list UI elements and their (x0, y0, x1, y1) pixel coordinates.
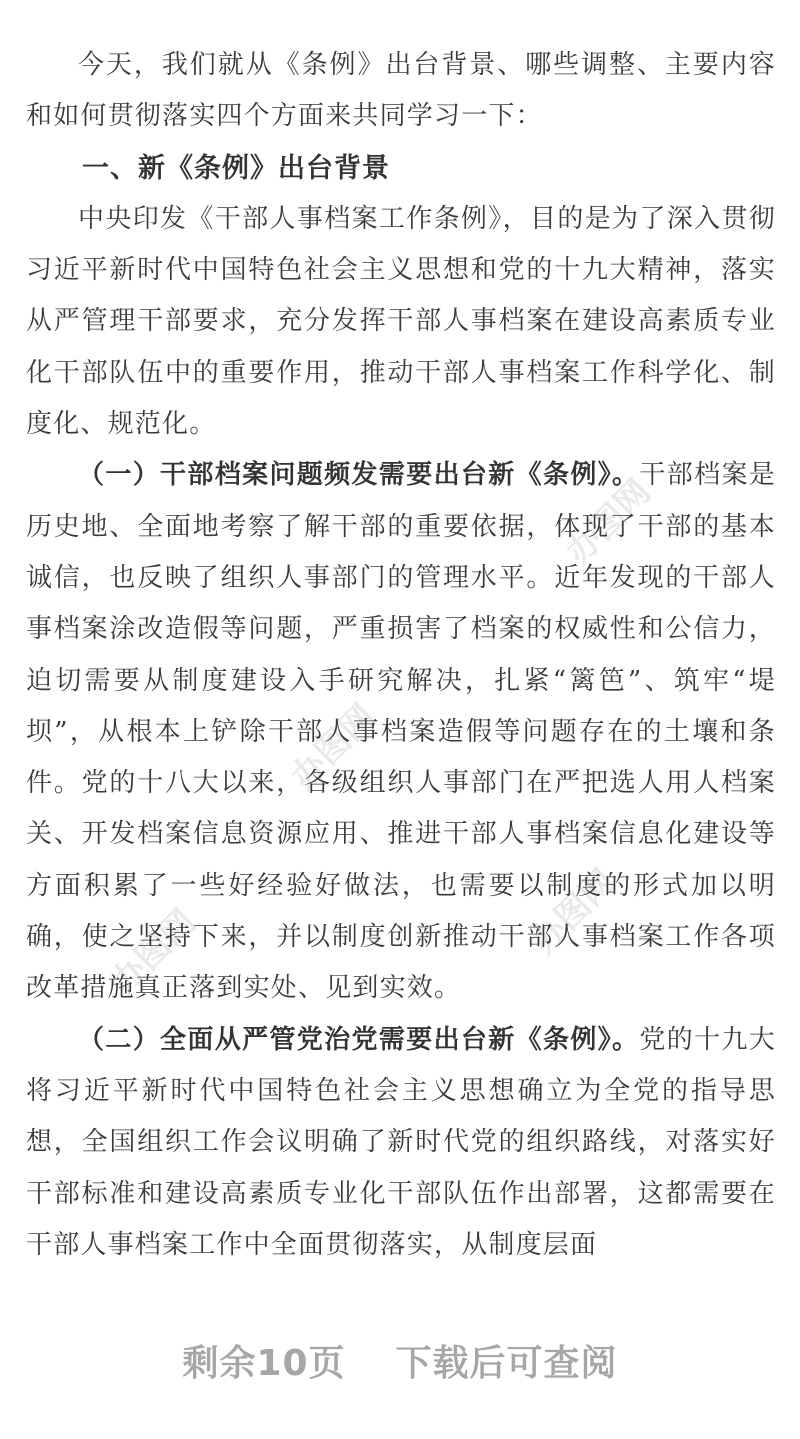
subsection-1-title: （一）干部档案问题频发需要出台新《条例》。 (78, 460, 640, 491)
download-label[interactable]: 下载后可查阅 (395, 1343, 618, 1384)
subsection-1-body: 干部档案是历史地、全面地考察了解干部的重要依据，体现了干部的基本诚信，也反映了组织人事部门的管理水平。近年发现的干部人事档案涂改造假等问题，严重损害了档案的权威性和公信力，迫切需要从制度建设入手研究解决，扎紧“篱笆”、筑牢“堤坝”，从根本上铲除干部人事档案造假等问题存在的土壤和条件。党的十八大以来，各级组织人事部门在严把选人用人档案关、开发档案信息资源应用、推进干部人事档案信息化建设等方面积累了一些好经验好做法，也需要以制度的形式加以明确，使之坚持下来，并以制度创新推动干部人事档案工作各项改革措施真正落到实处、见到实效。 (26, 460, 776, 1004)
subsection-2-title: （二）全面从严管党治党需要出台新《条例》。 (78, 1024, 640, 1055)
watermark: 办图网 (523, 861, 624, 963)
subsection-2-paragraph (26, 1015, 776, 1271)
document-body (26, 40, 776, 1271)
watermark: 办图网 (558, 471, 659, 573)
intro-paragraph: 今天，我们就从《条例》出台背景、哪些调整、主要内容和如何贯彻落实四个方面来共同学习一下： (26, 50, 776, 132)
section-paragraph: 中央印发《干部人事档案工作条例》，目的是为了深入贯彻习近平新时代中国特色社会主义思想和党的十九大精神，落实从严管理干部要求，充分发挥干部人事档案在建设高素质专业化干部队伍中的重要作用，推动干部人事档案工作科学化、制度化、规范化。 (26, 203, 776, 440)
download-prompt[interactable] (0, 1335, 800, 1386)
watermark: 办图网 (103, 901, 204, 1003)
remaining-pages-label: 剩余10页 (182, 1343, 346, 1384)
section-heading: 一、新《条例》出台背景 (82, 152, 390, 184)
subsection-2-body: 党的十九大将习近平新时代中国特色社会主义思想确立为全党的指导思想，全国组织工作会议明确了新时代党的组织路线，对落实好干部标准和建设高素质专业化干部队伍作出部署，这都需要在干部人事档案工作中全面贯彻落实，从制度层面 (26, 1024, 776, 1260)
subsection-1-paragraph (26, 450, 776, 1014)
watermark: 办图网 (283, 696, 384, 798)
